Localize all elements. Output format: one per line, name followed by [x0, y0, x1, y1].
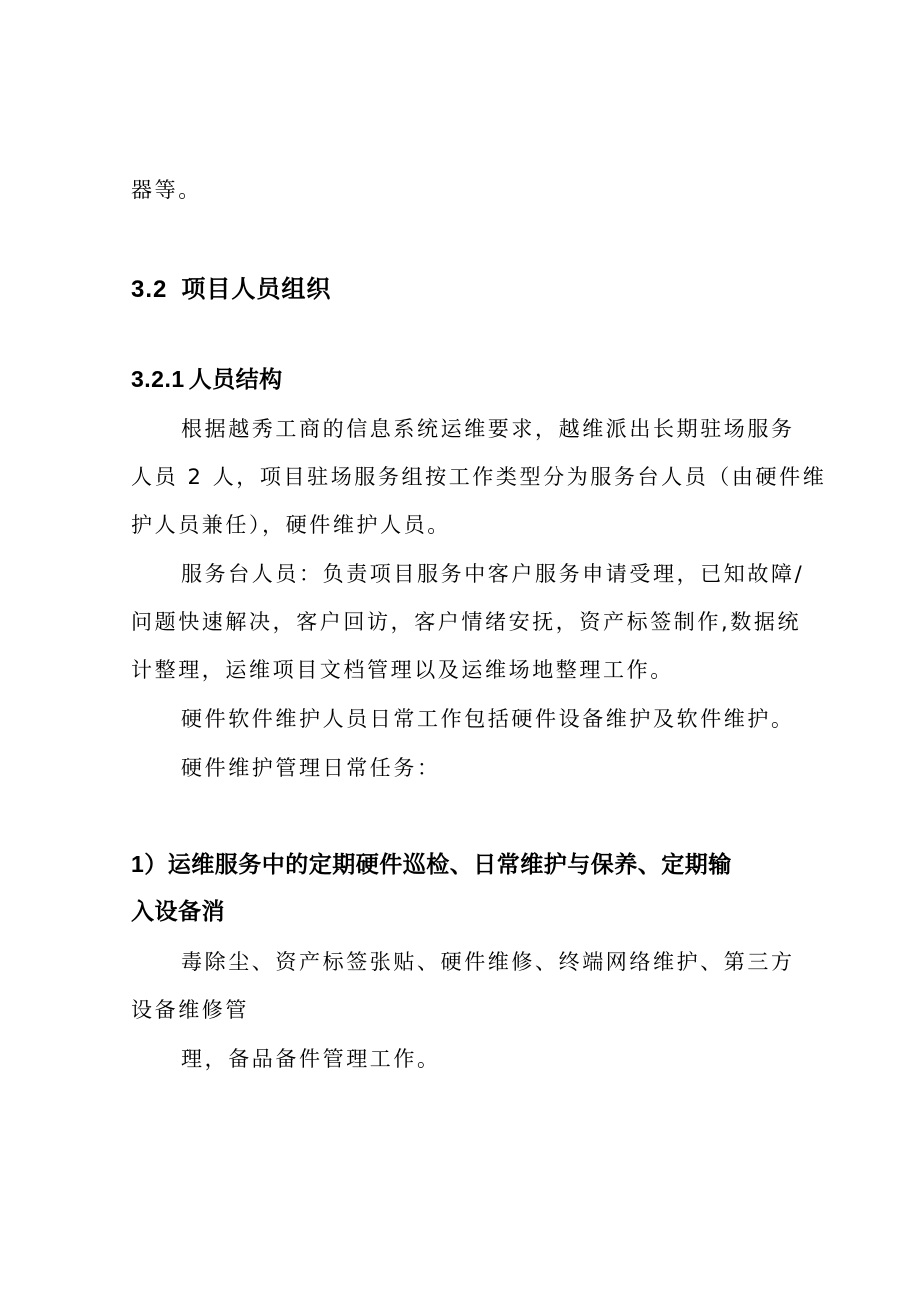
list-item-heading-line-2: 入设备消 [131, 899, 225, 925]
list-item-title-line-1: 运维服务中的定期硬件巡检、日常维护与保养、定期输 [167, 852, 732, 878]
subsection-number: 3.2.1 [131, 366, 185, 392]
paragraph-1-line-2: 人员 2 人，项目驻场服务组按工作类型分为服务台人员（由硬件维 [131, 465, 827, 489]
section-heading [131, 274, 331, 305]
list-item-body-line-3: 理，备品备件管理工作。 [181, 1047, 441, 1071]
subsection-heading [131, 364, 283, 395]
section-number: 3.2 [131, 276, 168, 303]
paragraph-4-line-1: 硬件维护管理日常任务： [181, 756, 441, 780]
paragraph-1-line-3: 护人员兼任），硬件维护人员。 [131, 513, 451, 537]
section-title: 项目人员组织 [181, 275, 332, 303]
list-item-marker: 1） [131, 851, 168, 877]
paragraph-2-line-2: 问题快速解决，客户回访，客户情绪安抚，资产标签制作,数据统 [131, 610, 802, 634]
list-item-body-line-2: 设备维修管 [131, 998, 249, 1022]
paragraph-3-line-1: 硬件软件维护人员日常工作包括硬件设备维护及软件维护。 [181, 707, 795, 731]
list-item-body-line-1: 毒除尘、资产标签张贴、硬件维修、终端网络维护、第三方 [181, 950, 795, 974]
paragraph-1-line-1: 根据越秀工商的信息系统运维要求，越维派出长期驻场服务 [181, 417, 795, 441]
list-item-heading-line-1 [131, 849, 732, 880]
paragraph-2-line-1: 服务台人员：负责项目服务中客户服务申请受理，已知故障/ [181, 562, 805, 586]
intro-tail-text: 器等。 [131, 178, 202, 202]
paragraph-2-line-3: 计整理，运维项目文档管理以及运维场地整理工作。 [131, 658, 674, 682]
subsection-title: 人员结构 [188, 367, 283, 393]
